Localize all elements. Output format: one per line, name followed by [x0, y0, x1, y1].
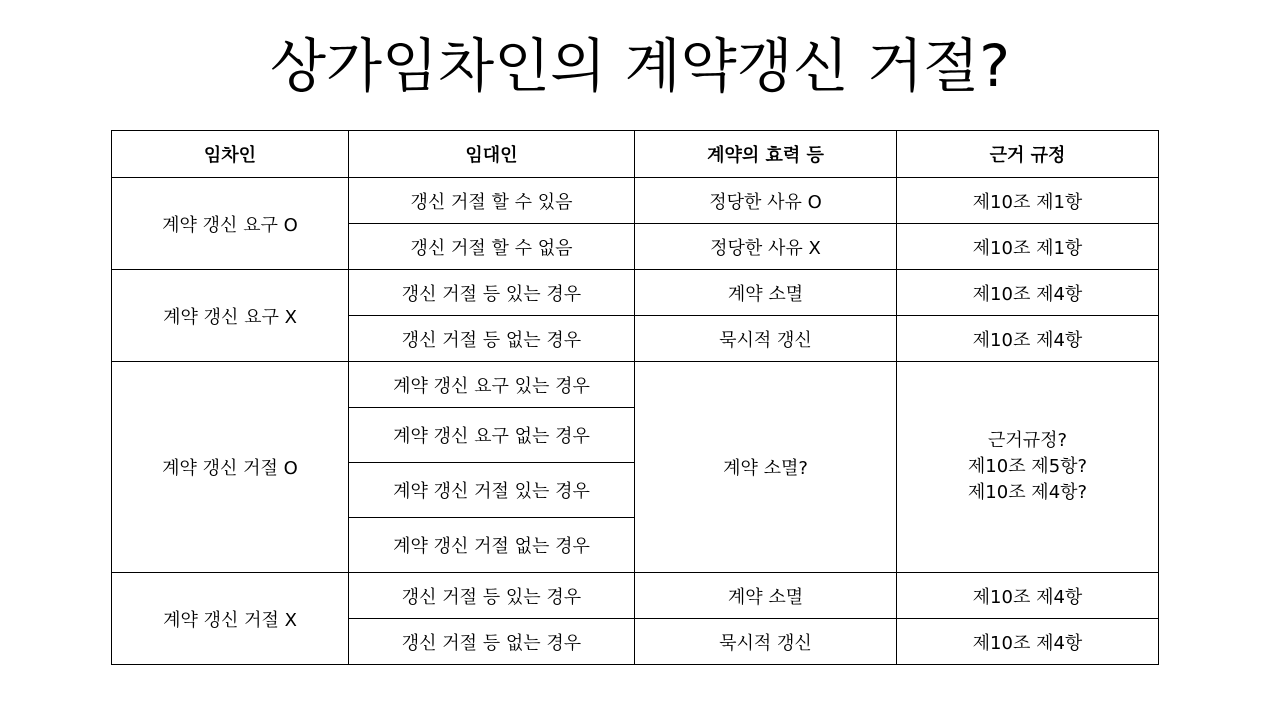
landlord-cell: 갱신 거절 등 있는 경우	[349, 270, 635, 316]
tenant-cell: 계약 갱신 거절 X	[112, 573, 349, 665]
landlord-cell: 갱신 거절 할 수 없음	[349, 224, 635, 270]
basis-cell: 제10조 제4항	[897, 270, 1159, 316]
header-tenant: 임차인	[112, 131, 349, 178]
effect-cell: 정당한 사유 O	[635, 178, 897, 224]
basis-cell: 제10조 제1항	[897, 224, 1159, 270]
table-row	[112, 270, 1159, 316]
landlord-cell: 계약 갱신 요구 없는 경우	[349, 408, 635, 463]
effect-cell: 계약 소멸	[635, 573, 897, 619]
tenant-cell: 계약 갱신 요구 X	[112, 270, 349, 362]
tenant-cell: 계약 갱신 거절 O	[112, 362, 349, 573]
header-effect: 계약의 효력 등	[635, 131, 897, 178]
header-landlord: 임대인	[349, 131, 635, 178]
effect-cell: 정당한 사유 X	[635, 224, 897, 270]
table-row	[112, 178, 1159, 224]
landlord-cell: 갱신 거절 등 없는 경우	[349, 619, 635, 665]
header-basis: 근거 규정	[897, 131, 1159, 178]
effect-cell: 묵시적 갱신	[635, 316, 897, 362]
slide-title: 상가임차인의 계약갱신 거절?	[270, 32, 1010, 100]
basis-line: 근거규정?	[987, 430, 1068, 451]
basis-cell: 제10조 제1항	[897, 178, 1159, 224]
basis-cell: 제10조 제4항	[897, 619, 1159, 665]
effect-cell: 묵시적 갱신	[635, 619, 897, 665]
lease-renewal-table	[111, 130, 1159, 665]
tenant-cell: 계약 갱신 요구 O	[112, 178, 349, 270]
basis-line: 제10조 제4항?	[967, 482, 1088, 503]
landlord-cell: 갱신 거절 할 수 있음	[349, 178, 635, 224]
basis-cell: 제10조 제4항	[897, 573, 1159, 619]
effect-cell: 계약 소멸?	[635, 362, 897, 573]
effect-cell: 계약 소멸	[635, 270, 897, 316]
landlord-cell: 계약 갱신 거절 있는 경우	[349, 463, 635, 518]
basis-cell: 제10조 제4항	[897, 316, 1159, 362]
table-row	[112, 573, 1159, 619]
landlord-cell: 갱신 거절 등 있는 경우	[349, 573, 635, 619]
basis-line: 제10조 제5항?	[967, 456, 1088, 477]
table-row	[112, 362, 1159, 408]
table-header-row	[112, 131, 1159, 178]
landlord-cell: 계약 갱신 거절 없는 경우	[349, 518, 635, 573]
landlord-cell: 갱신 거절 등 없는 경우	[349, 316, 635, 362]
basis-cell	[897, 362, 1159, 573]
landlord-cell: 계약 갱신 요구 있는 경우	[349, 362, 635, 408]
